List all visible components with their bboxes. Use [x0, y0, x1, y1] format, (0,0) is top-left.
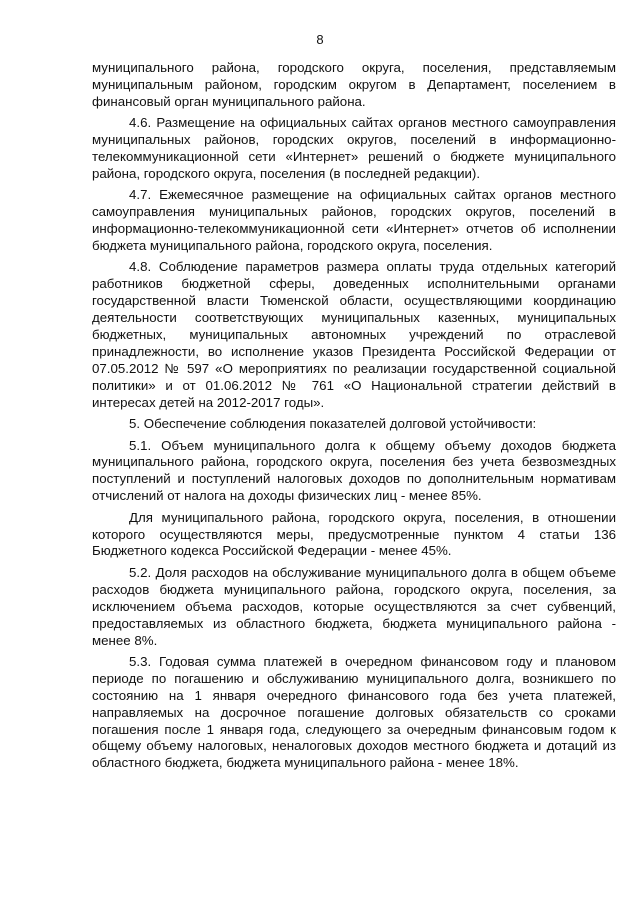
paragraph-5-2: 5.2. Доля расходов на обслуживание муниципального долга в общем объеме расходов бюджета муниципального района, городского округа, поселения, за исключением объема расходов, которые осуществляются за счет субвенций, предоставляемых из областного бюджета, бюджета муниципального района - менее 8%.: [92, 564, 616, 648]
paragraph-5: 5. Обеспечение соблюдения показателей долговой устойчивости:: [129, 416, 537, 432]
paragraph-4-7: 4.7. Ежемесячное размещение на официальных сайтах органов местного самоуправления муниципальных районов, городских округов, поселений в информационно-телекоммуникационной сети «Интернет» отчетов об исполнении бюджета муниципального района, городского округа, поселения.: [92, 187, 616, 254]
paragraph-5-1-b: Для муниципального района, городского округа, поселения, в отношении которого осуществляются меры, предусмотренные пунктом 4 статьи 136 Бюджетного кодекса Российской Федерации - менее 45%.: [92, 509, 616, 559]
paragraph-4-6: 4.6. Размещение на официальных сайтах органов местного самоуправления муниципальных районов, городских округов, поселений в информационно-телекоммуникационной сети «Интернет» решений о бюджете муниципального района, городского округа, поселения (в последней редакции).: [92, 115, 616, 181]
document-body: [92, 60, 616, 777]
page-number: 8: [316, 32, 324, 47]
paragraph-4-8: 4.8. Соблюдение параметров размера оплаты труда отдельных категорий работников бюджетной сферы, доведенных исполнительными органами государственной власти Тюменской области, осуществляющими координацию деятельности соответствующих муниципальных казенных, муниципальных бюджетных, муниципальных автономных учреждений по отраслевой принадлежности, во исполнение указов Президента Российской Федерации от 07.05.2012 № 597 «О мероприятиях по реализации государственной социальной политики» и от 01.06.2012 № 761 «О Национальной стратегии действий в интересах детей на 2012-2017 годы».: [92, 259, 616, 410]
paragraph-5-3: 5.3. Годовая сумма платежей в очередном финансовом году и плановом периоде по погашению и обслуживанию муниципального долга, возникшего по состоянию на 1 января очередного финансового года без учета платежей, направляемых на досрочное погашение долговых обязательств со сроками погашения после 1 января года, следующего за очередным финансовым годом к общему объему налоговых, неналоговых доходов местного бюджета и дотаций из областного бюджета, бюджета муниципального района - менее 18%.: [92, 653, 616, 771]
paragraph-continuation: муниципального района, городского округа, поселения, представляемым муниципальным районом, городским округом в Департамент, поселением в финансовый орган муниципального района.: [92, 60, 616, 109]
paragraph-5-1: 5.1. Объем муниципального долга к общему объему доходов бюджета муниципального района, городского округа, поселения без учета безвозмездных поступлений и поступлений налоговых доходов по дополнительным нормативам отчислений от налога на доходы физических лиц - менее 85%.: [92, 437, 616, 504]
